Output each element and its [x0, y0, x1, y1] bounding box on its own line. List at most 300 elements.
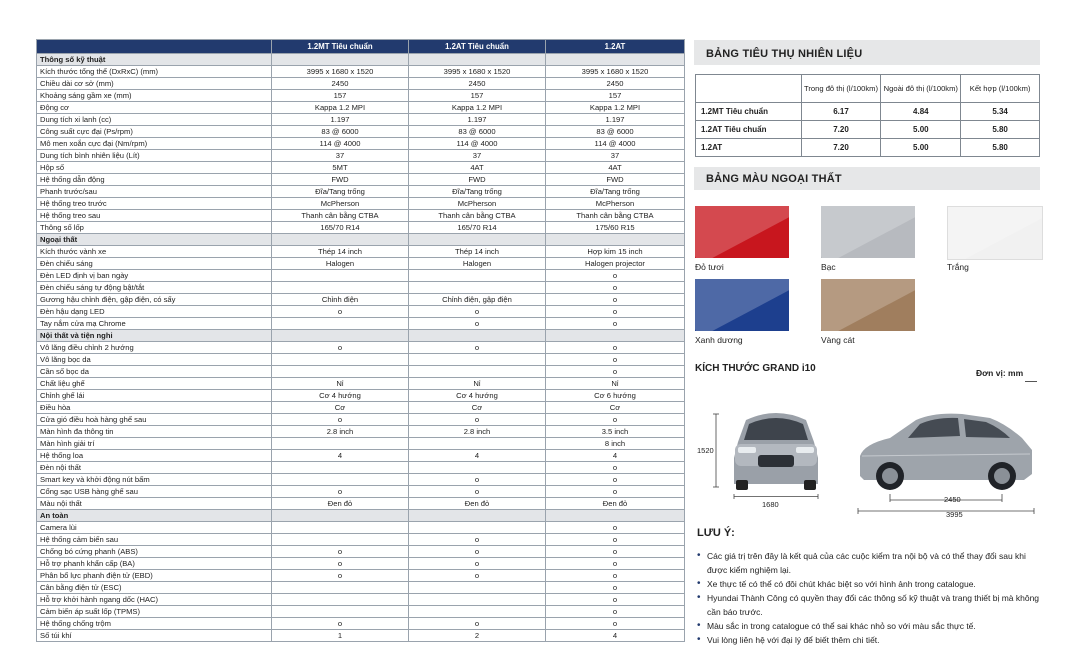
spec-value: 5MT — [272, 162, 409, 174]
spec-value: Chỉnh điện — [272, 294, 409, 306]
spec-row — [37, 462, 685, 474]
spec-value: o — [409, 342, 546, 354]
spec-value: McPherson — [272, 198, 409, 210]
spec-value: o — [546, 594, 685, 606]
spec-value: 3995 x 1680 x 1520 — [546, 66, 685, 78]
spec-value: FWD — [546, 174, 685, 186]
spec-value: o — [546, 618, 685, 630]
fuel-row — [696, 139, 1040, 157]
spec-row — [37, 414, 685, 426]
spec-label: Cửa gió điều hoà hàng ghế sau — [37, 414, 272, 426]
spec-value: o — [546, 606, 685, 618]
spec-section-row — [37, 54, 685, 66]
spec-value: 4 — [546, 450, 685, 462]
spec-label: Hệ thống treo trước — [37, 198, 272, 210]
spec-value: 1 — [272, 630, 409, 642]
spec-value: o — [272, 570, 409, 582]
spec-value — [409, 282, 546, 294]
spec-label: Đèn hậu dạng LED — [37, 306, 272, 318]
spec-value: o — [272, 306, 409, 318]
spec-row — [37, 570, 685, 582]
spec-value — [409, 270, 546, 282]
fuel-header-combined: Kết hợp (l/100km) — [961, 75, 1040, 103]
spec-label: Chống bó cứng phanh (ABS) — [37, 546, 272, 558]
fuel-header-urban: Trong đô thị (l/100km) — [801, 75, 881, 103]
spec-section-title: An toàn — [37, 510, 272, 522]
spec-label: Cảm biến áp suất lốp (TPMS) — [37, 606, 272, 618]
fuel-table — [695, 74, 1040, 157]
note-item: • Xe thực tế có thể có đôi chút khác biệt so với hình ảnh trong catalogue. — [696, 577, 1046, 591]
spec-value: o — [546, 558, 685, 570]
spec-value: o — [546, 462, 685, 474]
spec-value — [272, 474, 409, 486]
color-swatch — [695, 206, 789, 258]
spec-value — [272, 594, 409, 606]
divider — [1025, 381, 1037, 382]
spec-value — [272, 582, 409, 594]
spec-value: o — [272, 546, 409, 558]
spec-row — [37, 90, 685, 102]
spec-value: 4AT — [409, 162, 546, 174]
spec-row — [37, 102, 685, 114]
spec-header-col-1: 1.2MT Tiêu chuẩn — [272, 40, 409, 54]
spec-value: Chỉnh điện, gập điện — [409, 294, 546, 306]
color-swatch — [947, 206, 1043, 260]
spec-value: FWD — [272, 174, 409, 186]
spec-value — [409, 606, 546, 618]
spec-section-blank — [546, 330, 685, 342]
spec-value: 114 @ 4000 — [409, 138, 546, 150]
spec-value: 4 — [409, 450, 546, 462]
spec-label: Dung tích bình nhiên liệu (Lít) — [37, 150, 272, 162]
spec-table-body — [37, 54, 685, 642]
fuel-row-name: 1.2MT Tiêu chuẩn — [696, 103, 802, 121]
spec-label: Camera lùi — [37, 522, 272, 534]
spec-value: Halogen — [272, 258, 409, 270]
spec-value: 157 — [546, 90, 685, 102]
fuel-value: 5.00 — [881, 139, 961, 157]
spec-value: 37 — [546, 150, 685, 162]
spec-row — [37, 318, 685, 330]
spec-value: Đen đỏ — [546, 498, 685, 510]
spec-section-title: Nội thất và tiện nghi — [37, 330, 272, 342]
spec-value: Kappa 1.2 MPI — [546, 102, 685, 114]
fuel-row — [696, 121, 1040, 139]
spec-value: o — [409, 318, 546, 330]
fuel-value: 5.34 — [961, 103, 1040, 121]
dim-length: 3995 — [946, 510, 963, 519]
spec-value: 1.197 — [409, 114, 546, 126]
spec-label: Chiều dài cơ sở (mm) — [37, 78, 272, 90]
spec-value: 83 @ 6000 — [272, 126, 409, 138]
colors-title-bar — [694, 167, 1040, 190]
spec-row — [37, 426, 685, 438]
spec-row — [37, 150, 685, 162]
spec-row — [37, 558, 685, 570]
spec-value — [409, 438, 546, 450]
spec-value: Halogen projector — [546, 258, 685, 270]
spec-value: 2450 — [546, 78, 685, 90]
spec-value: o — [546, 474, 685, 486]
spec-value: Nỉ — [546, 378, 685, 390]
spec-header-blank — [37, 40, 272, 54]
spec-value: o — [546, 342, 685, 354]
fuel-value: 5.00 — [881, 121, 961, 139]
spec-label: Hệ thống chống trộm — [37, 618, 272, 630]
spec-table — [36, 39, 685, 642]
spec-row — [37, 174, 685, 186]
spec-section-title: Thông số kỹ thuật — [37, 54, 272, 66]
spec-label: Mô men xoắn cực đại (Nm/rpm) — [37, 138, 272, 150]
spec-label: Hệ thống treo sau — [37, 210, 272, 222]
spec-value: 114 @ 4000 — [272, 138, 409, 150]
spec-row — [37, 246, 685, 258]
dimensions-unit: Đơn vị: mm — [976, 368, 1024, 378]
spec-section-row — [37, 510, 685, 522]
spec-row — [37, 222, 685, 234]
spec-value: o — [272, 618, 409, 630]
spec-value: 175/60 R15 — [546, 222, 685, 234]
spec-value: 83 @ 6000 — [409, 126, 546, 138]
color-name: Bạc — [821, 262, 836, 272]
spec-label: Gương hậu chỉnh điện, gập điện, có sấy — [37, 294, 272, 306]
spec-value: Kappa 1.2 MPI — [272, 102, 409, 114]
spec-value: Thanh cân bằng CTBA — [272, 210, 409, 222]
spec-value — [272, 282, 409, 294]
fuel-value: 7.20 — [801, 139, 881, 157]
spec-row — [37, 474, 685, 486]
spec-section-blank — [546, 54, 685, 66]
spec-value: o — [546, 534, 685, 546]
spec-row — [37, 522, 685, 534]
spec-value: FWD — [409, 174, 546, 186]
spec-row — [37, 534, 685, 546]
spec-value: 157 — [272, 90, 409, 102]
spec-value: o — [409, 534, 546, 546]
spec-value — [272, 318, 409, 330]
spec-value: o — [272, 414, 409, 426]
spec-value: o — [546, 582, 685, 594]
note-item: • Vui lòng liên hệ với đại lý để biết thêm chi tiết. — [696, 633, 1046, 647]
spec-label: Chất liệu ghế — [37, 378, 272, 390]
spec-value: Đen đỏ — [272, 498, 409, 510]
spec-value: 2.8 inch — [272, 426, 409, 438]
spec-row — [37, 270, 685, 282]
spec-label: Hệ thống dẫn động — [37, 174, 272, 186]
spec-row — [37, 78, 685, 90]
spec-value: Kappa 1.2 MPI — [409, 102, 546, 114]
spec-row — [37, 162, 685, 174]
spec-label: Đèn LED định vị ban ngày — [37, 270, 272, 282]
note-item: • Các giá trị trên đây là kết quả của các cuộc kiểm tra nội bộ và có thể thay đổi sau khi được kiểm nghiệm lại. — [696, 549, 1046, 577]
spec-row — [37, 306, 685, 318]
spec-value: 3995 x 1680 x 1520 — [272, 66, 409, 78]
spec-value: 1.197 — [546, 114, 685, 126]
spec-value — [272, 270, 409, 282]
color-name: Trắng — [947, 262, 969, 272]
spec-label: Công suất cực đại (Ps/rpm) — [37, 126, 272, 138]
color-swatch — [695, 279, 789, 331]
fuel-title: BẢNG TIÊU THỤ NHIÊN LIỆU — [706, 48, 863, 60]
fuel-header-row — [696, 75, 1040, 103]
fuel-header-extra-urban: Ngoài đô thị (l/100km) — [881, 75, 961, 103]
spec-value: 165/70 R14 — [272, 222, 409, 234]
spec-value: o — [546, 414, 685, 426]
color-swatch — [821, 279, 915, 331]
spec-value: o — [546, 354, 685, 366]
spec-section-blank — [546, 234, 685, 246]
spec-row — [37, 582, 685, 594]
spec-section-blank — [409, 510, 546, 522]
spec-section-blank — [272, 330, 409, 342]
spec-section-blank — [546, 510, 685, 522]
spec-label: Vô lăng bọc da — [37, 354, 272, 366]
spec-value: 37 — [409, 150, 546, 162]
spec-value: 8 inch — [546, 438, 685, 450]
spec-value — [272, 366, 409, 378]
spec-row — [37, 390, 685, 402]
spec-value: 114 @ 4000 — [546, 138, 685, 150]
spec-label: Số túi khí — [37, 630, 272, 642]
spec-value: o — [409, 414, 546, 426]
spec-row — [37, 402, 685, 414]
spec-value — [409, 582, 546, 594]
spec-value: Thép 14 inch — [272, 246, 409, 258]
spec-section-blank — [409, 234, 546, 246]
spec-row — [37, 114, 685, 126]
spec-label: Khoảng sáng gầm xe (mm) — [37, 90, 272, 102]
spec-value: o — [546, 570, 685, 582]
spec-value: 2 — [409, 630, 546, 642]
spec-label: Hệ thống loa — [37, 450, 272, 462]
spec-value: o — [409, 558, 546, 570]
spec-row — [37, 498, 685, 510]
spec-header-col-2: 1.2AT Tiêu chuẩn — [409, 40, 546, 54]
spec-section-blank — [409, 330, 546, 342]
spec-value: o — [409, 618, 546, 630]
spec-value: o — [546, 270, 685, 282]
spec-value — [272, 534, 409, 546]
spec-row — [37, 354, 685, 366]
spec-value: 2450 — [409, 78, 546, 90]
spec-value: 1.197 — [272, 114, 409, 126]
spec-value: 157 — [409, 90, 546, 102]
spec-value: Thép 14 inch — [409, 246, 546, 258]
spec-row — [37, 366, 685, 378]
spec-value — [272, 354, 409, 366]
fuel-title-bar — [694, 40, 1040, 65]
spec-value — [272, 438, 409, 450]
spec-value: Halogen — [409, 258, 546, 270]
spec-value: Hợp kim 15 inch — [546, 246, 685, 258]
spec-label: Đèn chiếu sáng — [37, 258, 272, 270]
spec-label: Màu nội thất — [37, 498, 272, 510]
color-swatch — [821, 206, 915, 258]
spec-value: Cơ — [546, 402, 685, 414]
spec-value: o — [409, 306, 546, 318]
dim-height: 1520 — [697, 446, 714, 455]
spec-value: Thanh cân bằng CTBA — [546, 210, 685, 222]
spec-value: 2.8 inch — [409, 426, 546, 438]
spec-value — [272, 606, 409, 618]
spec-value: o — [546, 366, 685, 378]
spec-label: Hộp số — [37, 162, 272, 174]
spec-label: Thông số lốp — [37, 222, 272, 234]
spec-row — [37, 198, 685, 210]
note-item: • Màu sắc in trong catalogue có thể sai khác nhỏ so với màu sắc thực tế. — [696, 619, 1046, 633]
spec-value: o — [546, 546, 685, 558]
spec-label: Phân bổ lực phanh điện tử (EBD) — [37, 570, 272, 582]
spec-row — [37, 138, 685, 150]
spec-value — [409, 462, 546, 474]
note-item: • Hyundai Thành Công có quyền thay đổi các thông số kỹ thuật và trang thiết bị mà không cần báo trước. — [696, 591, 1046, 619]
spec-value: o — [409, 570, 546, 582]
car-front-view — [713, 413, 818, 499]
spec-row — [37, 186, 685, 198]
color-name: Đỏ tươi — [695, 262, 724, 272]
spec-label: Tay nắm cửa mạ Chrome — [37, 318, 272, 330]
fuel-value: 6.17 — [801, 103, 881, 121]
spec-section-blank — [272, 234, 409, 246]
spec-value — [409, 594, 546, 606]
spec-header-row — [37, 40, 685, 54]
dimensions-title: KÍCH THƯỚC GRAND i10 — [695, 363, 816, 374]
spec-row — [37, 594, 685, 606]
spec-value — [409, 522, 546, 534]
fuel-value: 5.80 — [961, 139, 1040, 157]
spec-label: Chỉnh ghế lái — [37, 390, 272, 402]
spec-value — [409, 354, 546, 366]
spec-row — [37, 294, 685, 306]
spec-value: o — [409, 546, 546, 558]
fuel-value: 5.80 — [961, 121, 1040, 139]
dim-wheelbase: 2450 — [944, 495, 961, 504]
spec-row — [37, 66, 685, 78]
spec-value: McPherson — [546, 198, 685, 210]
spec-value: Nỉ — [409, 378, 546, 390]
spec-value: 165/70 R14 — [409, 222, 546, 234]
spec-label: Kích thước tổng thể (DxRxC) (mm) — [37, 66, 272, 78]
spec-label: Hỗ trợ phanh khẩn cấp (BA) — [37, 558, 272, 570]
colors-title: BẢNG MÀU NGOẠI THẤT — [706, 173, 842, 185]
spec-value: Nỉ — [272, 378, 409, 390]
spec-value: Cơ 4 hướng — [409, 390, 546, 402]
spec-value: 37 — [272, 150, 409, 162]
spec-header-col-3: 1.2AT — [546, 40, 685, 54]
spec-label: Màn hình đa thông tin — [37, 426, 272, 438]
spec-value: o — [546, 294, 685, 306]
spec-row — [37, 618, 685, 630]
spec-value: 4 — [546, 630, 685, 642]
spec-value: o — [409, 486, 546, 498]
spec-row — [37, 438, 685, 450]
spec-row — [37, 606, 685, 618]
spec-value: Cơ — [272, 402, 409, 414]
spec-value: Thanh cân bằng CTBA — [409, 210, 546, 222]
spec-value: Cơ — [409, 402, 546, 414]
spec-value: 2450 — [272, 78, 409, 90]
spec-label: Cần số bọc da — [37, 366, 272, 378]
spec-value: Đĩa/Tang trống — [272, 186, 409, 198]
fuel-value: 7.20 — [801, 121, 881, 139]
spec-section-blank — [272, 54, 409, 66]
spec-label: Cân bằng điện tử (ESC) — [37, 582, 272, 594]
spec-row — [37, 450, 685, 462]
fuel-header-blank — [696, 75, 802, 103]
color-name: Xanh dương — [695, 335, 743, 345]
notes-list — [696, 549, 1046, 647]
spec-value: o — [546, 486, 685, 498]
spec-value: Đen đỏ — [409, 498, 546, 510]
spec-value: Đĩa/Tang trống — [409, 186, 546, 198]
spec-row — [37, 630, 685, 642]
spec-value: 3995 x 1680 x 1520 — [409, 66, 546, 78]
fuel-table-body — [696, 103, 1040, 157]
spec-row — [37, 486, 685, 498]
spec-row — [37, 126, 685, 138]
fuel-value: 4.84 — [881, 103, 961, 121]
spec-section-title: Ngoại thất — [37, 234, 272, 246]
spec-label: Smart key và khởi động nút bấm — [37, 474, 272, 486]
spec-row — [37, 546, 685, 558]
spec-value: 4 — [272, 450, 409, 462]
spec-label: Điều hòa — [37, 402, 272, 414]
spec-value: 3.5 inch — [546, 426, 685, 438]
spec-label: Đèn chiếu sáng tự động bật/tắt — [37, 282, 272, 294]
spec-label: Hỗ trợ khởi hành ngang dốc (HAC) — [37, 594, 272, 606]
spec-section-row — [37, 234, 685, 246]
spec-value: o — [409, 474, 546, 486]
spec-row — [37, 210, 685, 222]
spec-label: Cổng sạc USB hàng ghế sau — [37, 486, 272, 498]
spec-section-row — [37, 330, 685, 342]
spec-value — [272, 522, 409, 534]
spec-value: o — [546, 318, 685, 330]
color-name: Vàng cát — [821, 335, 855, 345]
spec-label: Đèn nội thất — [37, 462, 272, 474]
spec-value: Đĩa/Tang trống — [546, 186, 685, 198]
spec-value: Cơ 6 hướng — [546, 390, 685, 402]
spec-row — [37, 258, 685, 270]
spec-label: Hệ thống cảm biến sau — [37, 534, 272, 546]
spec-label: Động cơ — [37, 102, 272, 114]
fuel-row — [696, 103, 1040, 121]
spec-value: 4AT — [546, 162, 685, 174]
spec-value: o — [546, 306, 685, 318]
dimension-diagram — [694, 398, 1042, 520]
spec-value: o — [272, 486, 409, 498]
spec-value: o — [546, 522, 685, 534]
spec-label: Dung tích xi lanh (cc) — [37, 114, 272, 126]
spec-section-blank — [409, 54, 546, 66]
spec-section-blank — [272, 510, 409, 522]
fuel-row-name: 1.2AT — [696, 139, 802, 157]
spec-label: Kích thước vành xe — [37, 246, 272, 258]
spec-row — [37, 282, 685, 294]
spec-label: Phanh trước/sau — [37, 186, 272, 198]
spec-label: Vô lăng điều chỉnh 2 hướng — [37, 342, 272, 354]
spec-value: o — [272, 342, 409, 354]
spec-value: Cơ 4 hướng — [272, 390, 409, 402]
spec-row — [37, 378, 685, 390]
spec-label: Màn hình giải trí — [37, 438, 272, 450]
spec-value — [272, 462, 409, 474]
spec-value — [409, 366, 546, 378]
dim-width: 1680 — [762, 500, 779, 509]
spec-value: 83 @ 6000 — [546, 126, 685, 138]
spec-row — [37, 342, 685, 354]
fuel-row-name: 1.2AT Tiêu chuẩn — [696, 121, 802, 139]
